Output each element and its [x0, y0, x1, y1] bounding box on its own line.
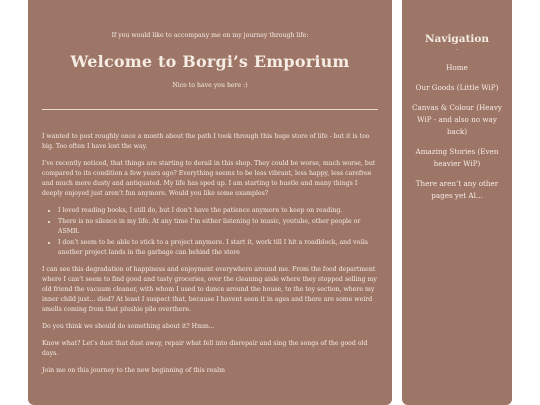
- list-item: • There is no silence in my life. At any time I’m either listening to music, youtube, other people or ASMR.: [58, 217, 378, 237]
- nav-link-our-goods[interactable]: Our Goods (Little WiP): [415, 83, 499, 92]
- page-subtitle: Nice to have you here :): [172, 82, 248, 89]
- list-item: • I don’t seem to be able to stick to a project anymore. I start it, work till I hit a roadblock, and voila another project lands in the garbage can behind the store: [58, 238, 378, 258]
- paragraph: I can see this degradation of happiness and enjoyment everywhere around me. From the food department where I can’t seem to find good and tasty groceries, over the cleaning aisle where they stopped selling my old friend the vacuum cleaner, with whom I used to dance around the house, to the toy section, where my inner child just... died? At least I suspect that, because I havent seen it in ages and there are some weird smells coming from that plushie pile overthere.: [42, 266, 377, 313]
- paragraph: Do you think we should do something about it? Hmm...: [42, 323, 215, 330]
- nav-link-amazing-stories[interactable]: Amazing Stories (Even heavier WiP): [415, 147, 499, 168]
- navigation-title: Navigation: [424, 33, 490, 45]
- paragraph: Join me on this journey to the new beginning of this realm: [42, 367, 225, 374]
- list-item: • I loved reading books, I still do, but I don’t have the patience anymore to keep on reading.: [58, 206, 378, 216]
- main-content-panel: [28, 0, 392, 405]
- nav-link-home[interactable]: Home: [446, 63, 468, 72]
- nav-link-other-pages[interactable]: There aren’t any other pages yet Al...: [415, 179, 499, 200]
- paragraph: Know what? Let’s dust that dust away, repair what fell into disrepair and sing the songs of the good old days.: [42, 340, 368, 357]
- title-divider: [42, 109, 378, 110]
- navigation-separator-dot: ·: [456, 47, 458, 54]
- paragraph: I wanted to post roughly once a month about the path I took through this huge store of life - but it is too big. Too often I have lost the way.: [42, 133, 370, 150]
- nav-link-canvas-colour[interactable]: Canvas & Colour (Heavy WiP - and also no way back): [412, 103, 502, 136]
- paragraph: I’ve recently noticed, that things are starting to derail in this shop. They could be worse, much worse, but compared to its condition a few years ago? Everything seems to be less vibrant, less happy, less carefree and much more dusty and antiquated. My life has sped up. I am starting to hustle and many things I deeply enjoyed just aren’t fun anymore. Would you like some examples?: [42, 160, 376, 197]
- navigation-sidebar: [402, 0, 512, 405]
- navigation-list: [410, 62, 504, 202]
- intro-text: If you would like to accompany me on my journey through life:: [111, 32, 309, 39]
- examples-list: [42, 206, 378, 258]
- page-title: Welcome to Borgi’s Emporium: [70, 52, 350, 71]
